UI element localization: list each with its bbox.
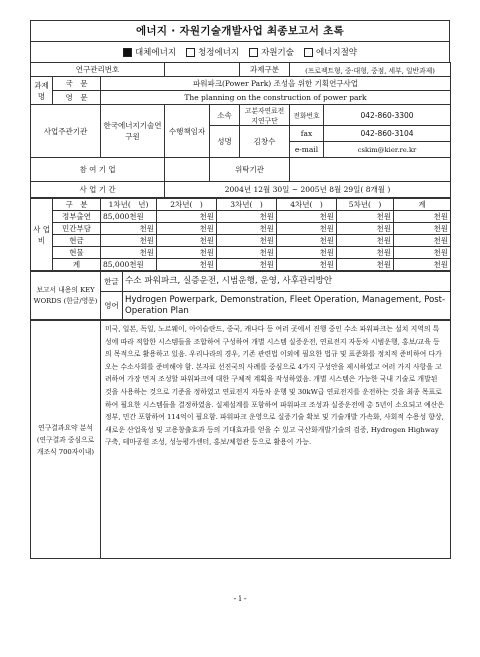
budget-row — [31, 223, 451, 235]
korean-label: 국 문 — [53, 77, 101, 91]
info-table — [30, 62, 451, 198]
budget-cell: 천원 — [101, 235, 157, 247]
budget-header-cell: 4차년( ) — [277, 199, 337, 211]
category-renewable[interactable] — [123, 46, 176, 58]
fax-value: 042-860-3104 — [324, 126, 451, 142]
affil-value: 고분자연료전지연구단 — [240, 105, 290, 126]
checkbox-icon[interactable] — [186, 48, 195, 57]
budget-cell: 천원 — [157, 223, 217, 235]
mgmt-no-label: 연구관리번호 — [31, 63, 165, 77]
budget-cell: 천원 — [157, 259, 217, 271]
org-name: 한국에너지기술연구원 — [101, 105, 165, 158]
summary-text: 미국, 일본, 독일, 노르웨이, 아이슬란드, 중국, 캐나다 등 여러 곳에서 진행 중인 수소 파워파크는 설치 지역의 특성에 따라 적합한 시스템들을 조합하여 구성하여 개별 시스템 실증운전, 연료전지 자동차 시범운행, 홍보/교육 등의 목적으로 활용하고 있음. 우리나라의 경우, 기존 관련법 이외에 필요한 법규 및 표준화를 정치적 준비하여 다가오는 수소사회를 준비해야 함. 본자료 선진국의 사례를 중심으로 4가지 구성안을 제시하였고 여러 가지 사항을 고려하여 가장 먼저 조성할 파워파크에 대한 구체적 계획을 작성하였음. 개별 시스템은 가능한 국내 기술로 개발된 것을 사용하는 것으로 기준을 정하였고 연료전지 자동차 운행 및 30kW급 연료전지를 운전하는 것을 최종 목표로 하여 필요한 시스템들을 결정하였음. 실제설계를 포함하여 파워파크 조성과 실증운전에 총 5년이 소요되고 예산은 정부, 민간 포함하여 114억이 필요함. 파워파크 운영으로 실증기술 확보 및 기술개발 가속화, 사회적 수용성 향상, 새로운 산업육성 및 고용창출효과 등의 기대효과를 얻을 수 있고 국산화개발기술의 검증, Hydrogen Highway 구축, 테마공원 조성, 성능평가센터, 홍보/체험관 등으로 활용이 가능. — [101, 321, 451, 559]
consign-value[interactable] — [290, 158, 451, 182]
kw-korean-value: 수소 파워파크, 실증운전, 시범운행, 운영, 사후관리방안 — [123, 272, 451, 292]
report-title: 에너지 · 자원기술개발사업 최종보고서 초록 — [30, 20, 450, 42]
category-row — [30, 42, 450, 62]
period-label: 사 업 기 간 — [31, 182, 165, 198]
summary-label: 연구결과요약 분석 (연구결과 중심으로 개조식 700자이내) — [31, 321, 101, 559]
budget-header-cell: 2차년( ) — [157, 199, 217, 211]
budget-cell: 천원 — [157, 235, 217, 247]
category-label: 에너지절약 — [315, 48, 358, 58]
category-resource[interactable] — [249, 46, 294, 58]
budget-table — [30, 198, 451, 271]
checkbox-icon[interactable] — [304, 48, 313, 57]
budget-cell: 천원 — [277, 247, 337, 259]
budget-cell: 천원 — [217, 247, 277, 259]
category-label: 청정에너지 — [198, 48, 240, 58]
budget-cell: 천원 — [157, 211, 217, 223]
affil-label: 소속 — [210, 105, 240, 126]
budget-header-cell: 계 — [394, 199, 451, 211]
budget-row-label: 민간부담 — [53, 223, 101, 235]
mgmt-no-value[interactable] — [165, 63, 240, 77]
budget-header-cell: 5차년( ) — [337, 199, 394, 211]
pi-label: 수행책임자 — [165, 105, 210, 158]
name-value: 김창수 — [240, 126, 290, 158]
budget-cell: 천원 — [394, 247, 451, 259]
budget-cell: 천원 — [394, 235, 451, 247]
english-label: 영 문 — [53, 91, 101, 105]
phone-value: 042-860-3300 — [324, 105, 451, 126]
budget-side-label: 사 업 비 — [31, 199, 53, 271]
english-title: The planning on the construction of power park — [101, 91, 451, 105]
budget-cell: 천원 — [277, 211, 337, 223]
email-label: e-mail — [290, 142, 324, 158]
budget-row — [31, 259, 451, 271]
consign-label: 위탁기관 — [210, 158, 290, 182]
budget-header-cell: 3차년( ) — [217, 199, 277, 211]
budget-row — [31, 235, 451, 247]
budget-cell: 천원 — [157, 247, 217, 259]
kw-english-label: 영어 — [101, 292, 123, 320]
partner-value[interactable] — [165, 158, 210, 182]
budget-cell: 천원 — [337, 211, 394, 223]
category-label: 대체에너지 — [134, 48, 177, 58]
task-name-label: 과제명 — [31, 77, 53, 105]
summary-table — [30, 320, 451, 559]
budget-cell: 천원 — [277, 223, 337, 235]
email-value: cskim@kier.re.kr — [324, 142, 451, 158]
keywords-table — [30, 271, 451, 320]
budget-cell: 천원 — [101, 247, 157, 259]
budget-header-cell: 1차년( 년) — [101, 199, 157, 211]
budget-cell: 천원 — [394, 223, 451, 235]
budget-cell: 85,000천원 — [101, 211, 157, 223]
budget-cell: 천원 — [337, 235, 394, 247]
budget-row-label: 현금 — [53, 235, 101, 247]
budget-row-label: 계 — [53, 259, 101, 271]
korean-title: 파워파크(Power Park) 조성을 위한 기획연구사업 — [101, 77, 451, 91]
report-page — [30, 20, 450, 559]
budget-cell: 천원 — [277, 235, 337, 247]
budget-cell: 천원 — [217, 259, 277, 271]
area-label: 과제구분 — [240, 63, 290, 77]
kw-english-value: Hydrogen Powerpark, Demonstration, Fleet Operation, Management, Post-Operation Plan — [123, 292, 451, 320]
budget-cell: 천원 — [217, 211, 277, 223]
budget-cell: 천원 — [337, 259, 394, 271]
budget-cell: 천원 — [337, 247, 394, 259]
budget-cell: 천원 — [394, 259, 451, 271]
fax-label: fax — [290, 126, 324, 142]
phone-label: 전화번호 — [290, 105, 324, 126]
checkbox-icon[interactable] — [123, 48, 132, 57]
budget-row-label: 현물 — [53, 247, 101, 259]
name-label: 성명 — [210, 126, 240, 158]
page-number: - i - — [233, 594, 247, 603]
category-clean[interactable] — [186, 46, 239, 58]
budget-cell: 천원 — [217, 223, 277, 235]
budget-row — [31, 211, 451, 223]
checkbox-icon[interactable] — [249, 48, 258, 57]
period-value: 2004년 12월 30일 ~ 2005년 8월 29일( 8개월 ) — [165, 182, 451, 198]
budget-row — [31, 247, 451, 259]
budget-header-cell: 구 분 — [53, 199, 101, 211]
area-value: (프로젝트형, 중·대형, 중점, 세부, 일반과제) — [290, 63, 451, 77]
category-label: 자원기술 — [261, 48, 294, 58]
budget-cell: 천원 — [337, 223, 394, 235]
org-label: 사업주관기관 — [31, 105, 101, 158]
keywords-label: 보고서 내용의 KEY WORDS (한글/영문) — [31, 272, 101, 320]
budget-cell: 천원 — [277, 259, 337, 271]
partner-label: 참 여 기 업 — [31, 158, 165, 182]
budget-row-label: 정부출연 — [53, 211, 101, 223]
budget-cell: 천원 — [217, 235, 277, 247]
budget-cell: 천원 — [101, 223, 157, 235]
budget-cell: 85,000천원 — [101, 259, 157, 271]
kw-korean-label: 한글 — [101, 272, 123, 292]
category-saving[interactable] — [304, 46, 357, 58]
budget-cell: 천원 — [394, 211, 451, 223]
